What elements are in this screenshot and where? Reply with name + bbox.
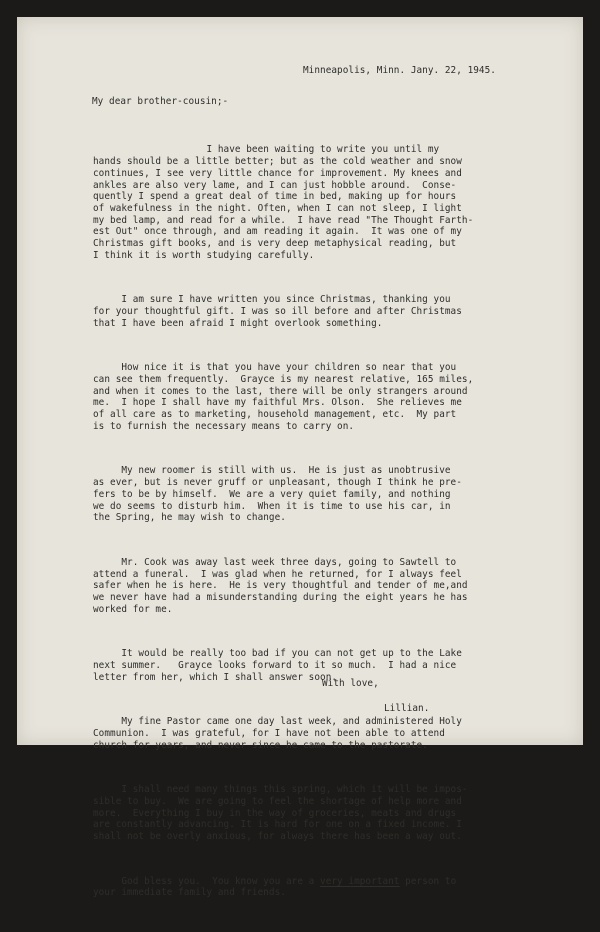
text-line: Mr. Cook was away last week three days, going to Sawtell to [93,556,457,568]
text-line: God bless you. You know you are a [93,875,321,887]
paragraph [93,362,473,432]
letter-body [93,121,473,932]
text-line: are constantly advancing. It is hard for one on a fixed income. I [93,819,462,831]
text-line: I shall need many things this spring, which it will be impos- [93,784,468,796]
text-line: My new roomer is still with us. He is just as unobtrusive [93,465,451,477]
text-line: my bed lamp, and read for a while. I have read "The Thought Farth- [93,214,474,226]
text-line: sible to buy. We are going to feel the shortage of help more and [93,796,462,808]
salutation: My dear brother-cousin;- [92,96,229,107]
text-line: I think it is worth studying carefully. [93,249,315,261]
dateline: Minneapolis, Minn. Jany. 22, 1945. [303,65,496,76]
letter-page [17,17,583,899]
text-line: can see them frequently. Grayce is my nearest relative, 165 miles, [93,374,474,386]
text-line: we do seems to disturb him. When it is time to use his car, in [93,500,451,512]
text-line: your immediate family and friends. [93,887,286,899]
paragraph [93,294,473,329]
text-line: person to [399,875,457,887]
text-line: letter from her, which I shall answer soon. [93,671,338,683]
text-line: of all care as to marketing, household management, etc. My part [93,409,457,421]
text-line: continues, I see very little chance for improvement. My knees and [93,167,462,179]
text-line: me. I hope I shall have my faithful Mrs. Olson. She relieves me [93,397,462,409]
text-line: I am sure I have written you since Christmas, thanking you [93,294,451,306]
underlined-phrase: very important [320,875,400,887]
text-line: Communion. I was grateful, for I have not been able to attend [93,728,445,740]
paragraph [93,784,473,843]
text-line: worked for me. [93,603,173,615]
text-line: ankles are also very lame, and I can just hobble around. Conse- [93,179,457,191]
text-line: safer when he is here. He is very thoughtful and tender of me,and [93,580,468,592]
closing: With love, [322,678,379,689]
text-line: and when it comes to the last, there will be only strangers around [93,385,468,397]
text-line: as ever, but is never gruff or unpleasant, though I think he pre- [93,477,462,489]
paragraph [93,876,473,899]
text-line: Christmas gift books, and is very deep metaphysical reading, but [93,238,457,250]
text-line: I have been waiting to write you until my [93,144,440,156]
signature: Lillian. [384,703,430,714]
text-line: It would be really too bad if you can not get up to the Lake [93,648,462,660]
text-line: est Out" once through, and am reading it again. It was one of my [93,226,462,238]
text-line: fers to be by himself. We are a very quiet family, and nothing [93,488,451,500]
text-line: hands should be a little better; but as the cold weather and snow [93,156,462,168]
text-line: quently I spend a great deal of time in bed, making up for hours [93,191,457,203]
text-line: shall not be overly anxious, for always there has been a way out. [93,831,462,843]
paragraph [93,144,473,261]
text-line: more. Everything I buy in the way of groceries, meats and drugs [93,807,457,819]
text-line: is to furnish the necessary means to carry on. [93,420,355,432]
paragraph [93,716,473,751]
text-line: church for years, and never since he came to the pastorate. [93,739,428,751]
text-line: How nice it is that you have your children so near that you [93,362,457,374]
text-line: the Spring, he may wish to change. [93,512,286,524]
text-line: that I have been afraid I might overlook something. [93,317,383,329]
text-line: attend a funeral. I was glad when he returned, for I always feel [93,568,462,580]
paragraph [93,648,473,683]
paragraph [93,465,473,524]
text-line: next summer. Grayce looks forward to it so much. I had a nice [93,660,457,672]
text-line: of wakefulness in the night. Often, when I can not sleep, I light [93,202,462,214]
paragraph [93,557,473,616]
text-line: for your thoughtful gift. I was so ill before and after Christmas [93,306,462,318]
text-line: My fine Pastor came one day last week, and administered Holy [93,716,462,728]
text-line: we never have had a misunderstanding during the eight years he has [93,592,468,604]
